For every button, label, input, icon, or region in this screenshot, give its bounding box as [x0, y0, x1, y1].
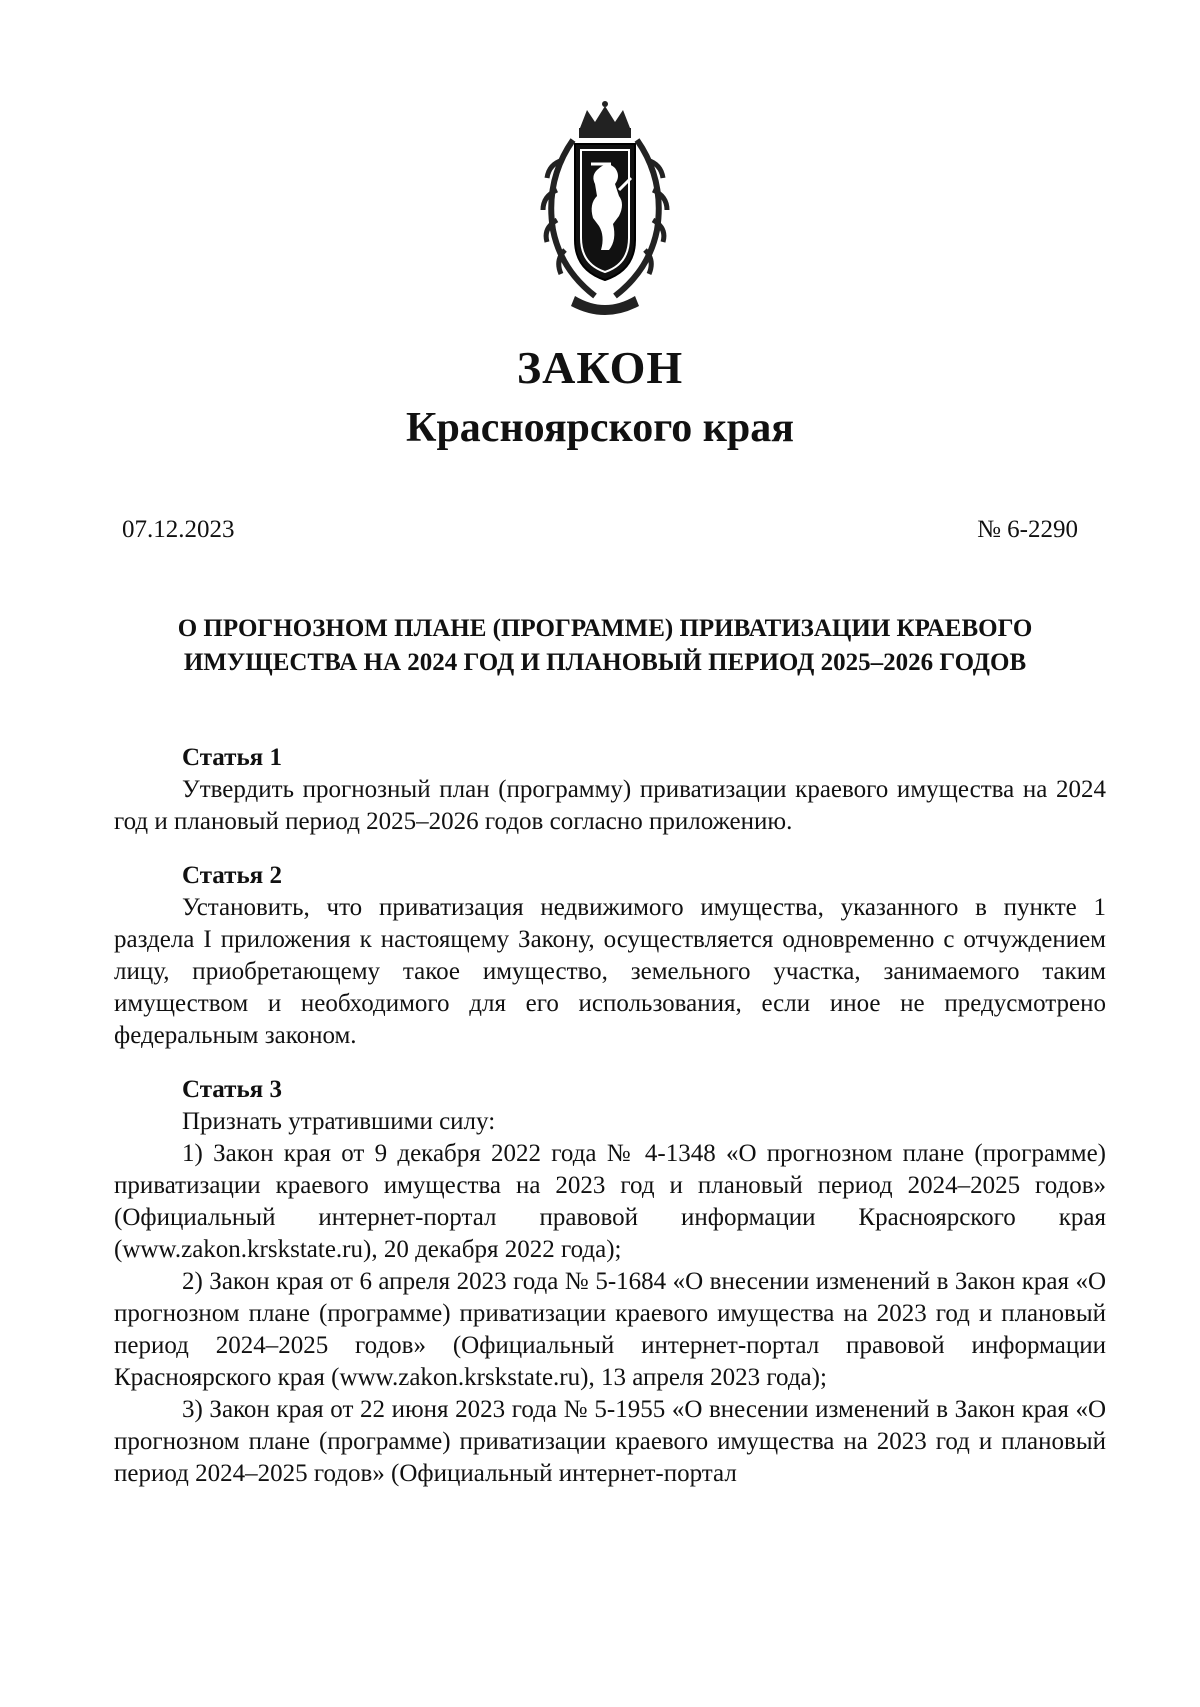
document-type-heading: ЗАКОН	[516, 342, 684, 393]
document-body	[114, 742, 1106, 1512]
article-paragraph: Утвердить прогнозный план (программу) приватизации краевого имущества на 2024 год и плановый период 2025–2026 годов согласно приложению.	[114, 776, 1106, 835]
article-paragraph: 2) Закон края от 6 апреля 2023 года № 5-1684 «О внесении изменений в Закон края «О прогнозном плане (программе) приватизации краевого имущества на 2023 год и плановый период 2024–2025 годов» (Официальный интернет-портал правовой информации Красноярского края (www.zakon.krskstate.ru), 13 апреля 2023 года);	[114, 1268, 1106, 1391]
document-title-line: О ПРОГНОЗНОМ ПЛАНЕ (ПРОГРАММЕ) ПРИВАТИЗАЦИИ КРАЕВОГО	[177, 615, 1033, 642]
article-heading: Статья 1	[182, 744, 282, 771]
article-3	[114, 1074, 1106, 1490]
document-date: 07.12.2023	[122, 516, 235, 543]
document-title	[110, 612, 1100, 680]
document-number: № 6-2290	[977, 516, 1078, 543]
article-2	[114, 860, 1106, 1052]
document-region-heading: Красноярского края	[405, 405, 795, 451]
article-1	[114, 742, 1106, 838]
article-heading: Статья 3	[182, 1076, 282, 1103]
article-paragraph: Установить, что приватизация недвижимого имущества, указанного в пункте 1 раздела I приложения к настоящему Закону, осуществляется одновременно с отчуждением лицу, приобретающему такое имущество, земельного участка, занимаемого таким имуществом и необходимого для его использования, если иное не предусмотрено федеральным законом.	[114, 894, 1106, 1049]
article-paragraph: 1) Закон края от 9 декабря 2022 года № 4-1348 «О прогнозном плане (программе) приватизации краевого имущества на 2023 год и плановый период 2024–2025 годов» (Официальный интернет-портал правовой информации Красноярского края (www.zakon.krskstate.ru), 20 декабря 2022 года);	[114, 1140, 1106, 1263]
coat-of-arms-emblem	[535, 100, 675, 320]
article-paragraph: Признать утратившими силу:	[182, 1108, 496, 1135]
article-paragraph: 3) Закон края от 22 июня 2023 года № 5-1955 «О внесении изменений в Закон края «О прогнозном плане (программе) приватизации краевого имущества на 2023 год и плановый период 2024–2025 годов» (Официальный интернет-портал	[114, 1396, 1106, 1487]
document-title-line: ИМУЩЕСТВА НА 2024 ГОД И ПЛАНОВЫЙ ПЕРИОД 2025–2026 ГОДОВ	[183, 649, 1027, 676]
article-heading: Статья 2	[182, 862, 282, 889]
